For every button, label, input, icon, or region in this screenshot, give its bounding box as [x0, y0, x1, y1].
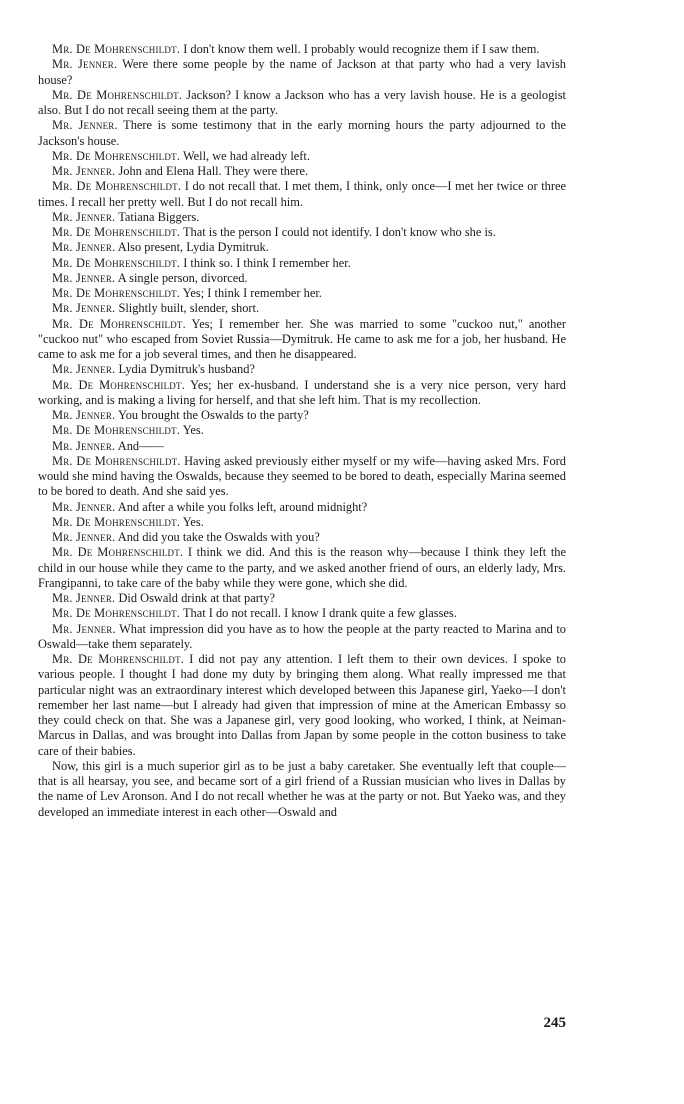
paragraph-text: I don't know them well. I probably would recognize them if I saw them. [183, 42, 540, 56]
speaker-label: Mr. De Mohrenschildt. [52, 514, 181, 529]
paragraph-2 [38, 57, 566, 88]
paragraph-text: Did Oswald drink at that party? [118, 591, 276, 605]
speaker-label: Mr. De Mohrenschildt. [52, 286, 181, 300]
paragraph-text: Jackson? I know a Jackson who has a very lavish house. He is a geologist also. But I do not recall seeing them at the party. [38, 87, 566, 117]
speaker-label: Mr. Jenner. [52, 408, 116, 422]
speaker-label: Mr. Jenner. [52, 301, 116, 316]
paragraph-text: Yes; I remember her. She was married to some "cuckoo nut," another "cuckoo nut" who escaped from Soviet Russia—Dymitruk. He came to ask me for a job, her husband. He came to ask me for a job several times, and then he disappeared. [38, 316, 567, 361]
speaker-label: Mr. Jenner. [52, 270, 116, 285]
paragraph-text: I did not pay any attention. I left them to their own devices. I spoke to various people. I thought I had done my duty by bringing them along. What really impressed me that particular night was an extraordinary interest which developed between this Japanese girl, Yaeko—I don't remember her last name—but I already had given that impression of mine at the American Embassy so they could check on that. She was a Japanese girl, very good looking, who worked, I think, at Neiman-Marcus in Dallas, and was brought into Dallas from Japan by some people in the cotton business to take care of their babies. [38, 652, 566, 758]
speaker-label: Mr. Jenner. [52, 591, 116, 605]
speaker-label: Mr. Jenner. [52, 362, 116, 377]
paragraph-28 [38, 622, 566, 653]
paragraph-6 [38, 164, 566, 179]
paragraph-text: What impression did you have as to how the people at the party reacted to Marina and to Oswald—take them separately. [38, 621, 567, 651]
speaker-label: Mr. Jenner. [52, 118, 118, 133]
paragraph-11 [38, 256, 566, 271]
paragraph-text: Having asked previously either myself or my wife—having asked Mrs. Ford would she mind having the Oswalds, because they seemed to be bored to death, especially Marina seemed to be bored to death. And she said yes. [38, 453, 566, 499]
paragraph-5 [38, 149, 566, 164]
paragraph-15 [38, 317, 566, 363]
paragraph-text: And did you take the Oswalds with you? [117, 530, 320, 544]
paragraph-text: I do not recall that. I met them, I think, only once—I met her twice or three times. I recall her pretty well. But I do not recall him. [38, 179, 566, 209]
paragraph-18 [38, 408, 566, 423]
paragraph-24 [38, 530, 566, 545]
speaker-label: Mr. Jenner. [52, 499, 116, 514]
paragraph-text: Yes. [182, 514, 204, 529]
speaker-label: Mr. De Mohrenschildt. [52, 179, 182, 194]
paragraph-26 [38, 591, 566, 606]
paragraph-20 [38, 439, 566, 454]
speaker-label: Mr. De Mohrenschildt. [52, 423, 181, 438]
speaker-label: Mr. De Mohrenschildt. [52, 545, 184, 560]
speaker-label: Mr. De Mohrenschildt. [52, 148, 181, 163]
paragraph-12 [38, 271, 566, 286]
paragraph-text: Well, we had already left. [182, 148, 310, 163]
paragraph-13 [38, 286, 566, 301]
speaker-label: Mr. De Mohrenschildt. [52, 87, 183, 102]
speaker-label: Mr. Jenner. [52, 164, 116, 178]
page-number: 245 [543, 1015, 566, 1031]
paragraph-text: Lydia Dymitruk's husband? [118, 362, 255, 377]
speaker-label: Mr. Jenner. [52, 240, 116, 255]
speaker-label: Mr. De Mohrenschildt. [52, 606, 181, 621]
speaker-label: Mr. Jenner. [52, 438, 116, 453]
paragraph-16 [38, 362, 566, 377]
paragraph-text: I think we did. And this is the reason why—because I think they left the child in our house while they came to the party, and we asked another friend of ours, an elderly lady, Mrs. Frangipanni, to take care of the baby while they were gone, which she did. [38, 545, 566, 590]
speaker-label: Mr. Jenner. [52, 57, 118, 72]
transcript-body [38, 42, 566, 820]
paragraph-text: John and Elena Hall. They were there. [118, 164, 309, 178]
paragraph-text: Yes; I think I remember her. [182, 286, 322, 300]
speaker-label: Mr. Jenner. [52, 530, 116, 544]
paragraph-text: Tatiana Biggers. [118, 209, 200, 224]
paragraph-text: Also present, Lydia Dymitruk. [117, 240, 269, 255]
paragraph-3 [38, 88, 566, 119]
paragraph-22 [38, 500, 566, 515]
paragraph-10 [38, 240, 566, 255]
paragraph-text: That is the person I could not identify. I don't know who she is. [182, 225, 496, 239]
paragraph-19 [38, 423, 566, 438]
paragraph-27 [38, 606, 566, 621]
paragraph-text: There is some testimony that in the early morning hours the party adjourned to the Jackson's house. [38, 118, 566, 148]
paragraph-7 [38, 179, 566, 210]
paragraph-30 [38, 759, 566, 820]
paragraph-text: You brought the Oswalds to the party? [117, 408, 309, 422]
paragraph-text: Yes; her ex-husband. I understand she is a very nice person, very hard working, and is making a living for herself, and that she left him. That is my recollection. [38, 377, 566, 407]
speaker-label: Mr. De Mohrenschildt. [52, 42, 181, 56]
paragraph-8 [38, 210, 566, 225]
paragraph-9 [38, 225, 566, 240]
speaker-label: Mr. De Mohrenschildt. [52, 652, 185, 666]
paragraph-text: That I do not recall. I know I drank quite a few glasses. [182, 606, 457, 621]
paragraph-text: And after a while you folks left, around midnight? [117, 499, 368, 514]
speaker-label: Mr. Jenner. [52, 621, 116, 636]
speaker-label: Mr. De Mohrenschildt. [52, 453, 181, 468]
paragraph-21 [38, 454, 566, 500]
paragraph-text: And—— [117, 438, 164, 453]
paragraph-text: I think so. I think I remember her. [183, 255, 351, 270]
paragraph-text: Slightly built, slender, short. [118, 301, 260, 316]
paragraph-1 [38, 42, 566, 57]
speaker-label: Mr. De Mohrenschildt. [52, 316, 186, 331]
paragraph-29 [38, 652, 566, 759]
paragraph-text: A single person, divorced. [117, 270, 248, 285]
speaker-label: Mr. Jenner. [52, 209, 116, 224]
paragraph-text: Were there some people by the name of Jackson at that party who had a very lavish house? [38, 57, 567, 87]
paragraph-17 [38, 378, 566, 409]
speaker-label: Mr. De Mohrenschildt. [52, 377, 186, 392]
speaker-label: Mr. De Mohrenschildt. [52, 255, 181, 270]
paragraph-23 [38, 515, 566, 530]
paragraph-4 [38, 118, 566, 149]
paragraph-text: Now, this girl is a much superior girl as to be just a baby caretaker. She eventually left that couple—that is all hearsay, you see, and became sort of a girl friend of a Russian musician who lives in Dallas by the name of Lev Aronson. And I do not recall whether he was at the party or not. But Yaeko was, and they developed an immediate interest in each other—Oswald and [38, 758, 566, 819]
speaker-label: Mr. De Mohrenschildt. [52, 225, 181, 239]
paragraph-14 [38, 301, 566, 316]
paragraph-text: Yes. [182, 423, 204, 438]
paragraph-25 [38, 545, 566, 591]
